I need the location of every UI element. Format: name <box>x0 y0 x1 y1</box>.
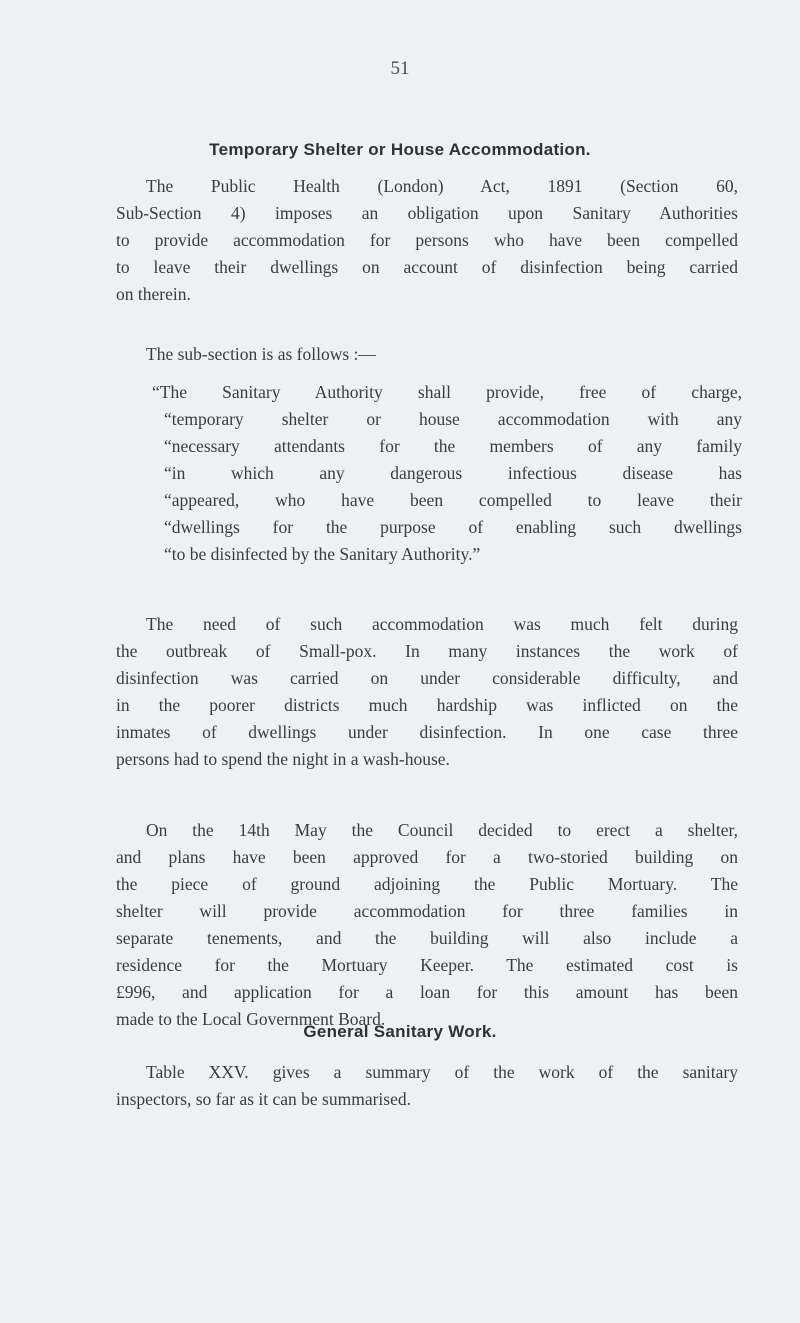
text-line: Table XXV. gives a summary of the work of the sanitary <box>146 1062 738 1082</box>
text-line: to leave their dwellings on account of disinfection being carried <box>116 257 738 277</box>
section-heading-general-sanitary-work: General Sanitary Work. <box>303 1022 497 1041</box>
paragraph-smallpox-need <box>116 611 738 773</box>
text-line: The sub-section is as follows :— <box>146 344 376 364</box>
text-line: separate tenements, and the building will also include a <box>116 928 738 948</box>
text-line: residence for the Mortuary Keeper. The estimated cost is <box>116 955 738 975</box>
paragraph-subsection-intro <box>146 341 746 368</box>
section-heading-temporary-shelter: Temporary Shelter or House Accommodation. <box>209 140 591 159</box>
paragraph-table-summary <box>116 1059 738 1113</box>
text-line: shelter will provide accommodation for three families in <box>116 901 738 921</box>
quote-line: “to be disinfected by the Sanitary Authority.” <box>164 544 481 564</box>
text-line: to provide accommodation for persons who have been compelled <box>116 230 738 250</box>
paragraph-shelter-plans <box>116 817 738 1033</box>
text-line: Sub-Section 4) imposes an obligation upon Sanitary Authorities <box>116 203 738 223</box>
text-line: persons had to spend the night in a wash-house. <box>116 749 450 769</box>
text-line: in the poorer districts much hardship was inflicted on the <box>116 695 738 715</box>
text-line: the piece of ground adjoining the Public Mortuary. The <box>116 874 738 894</box>
quoted-subsection <box>152 379 742 568</box>
paragraph-act-obligation <box>116 173 738 308</box>
text-line: inspectors, so far as it can be summarised. <box>116 1089 411 1109</box>
quote-line: “necessary attendants for the members of any family <box>164 436 742 456</box>
quote-line: “dwellings for the purpose of enabling such dwellings <box>164 517 742 537</box>
quote-line: “in which any dangerous infectious disease has <box>164 463 742 483</box>
text-line: The Public Health (London) Act, 1891 (Section 60, <box>146 176 738 196</box>
text-line: The need of such accommodation was much felt during <box>146 614 738 634</box>
quote-line: “appeared, who have been compelled to leave their <box>164 490 742 510</box>
text-line: On the 14th May the Council decided to erect a shelter, <box>146 820 738 840</box>
text-line: made to the Local Government Board. <box>116 1009 386 1029</box>
page-number: 51 <box>390 58 410 79</box>
text-line: and plans have been approved for a two-storied building on <box>116 847 738 867</box>
text-line: £996, and application for a loan for this amount has been <box>116 982 738 1002</box>
text-line: disinfection was carried on under considerable difficulty, and <box>116 668 738 688</box>
text-line: inmates of dwellings under disinfection. In one case three <box>116 722 738 742</box>
text-line: on therein. <box>116 284 191 304</box>
quote-line: “The Sanitary Authority shall provide, free of charge, <box>152 382 742 402</box>
text-line: the outbreak of Small-pox. In many instances the work of <box>116 641 738 661</box>
quote-line: “temporary shelter or house accommodation with any <box>164 409 742 429</box>
